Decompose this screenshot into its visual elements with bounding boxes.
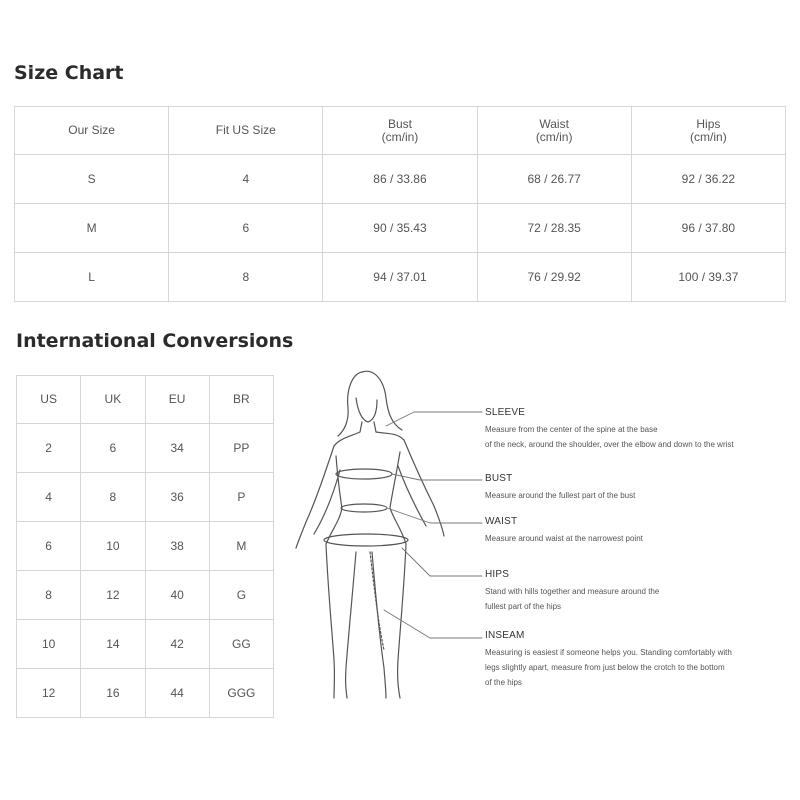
inseam-leader xyxy=(384,610,482,638)
measure-bust xyxy=(485,473,795,503)
header-eu: EU xyxy=(145,376,209,424)
table-row xyxy=(17,669,274,718)
measure-sleeve xyxy=(485,407,795,452)
header-bust: Bust (cm/in) xyxy=(323,107,477,155)
measure-inseam xyxy=(485,630,795,690)
waist-line xyxy=(341,504,387,512)
table-cell: 8 xyxy=(81,473,145,522)
conversions-title: International Conversions xyxy=(16,330,294,352)
table-row xyxy=(15,155,786,204)
measure-desc: Measure around waist at the narrowest point xyxy=(485,534,643,543)
header-our-size: Our Size xyxy=(15,107,169,155)
table-cell: PP xyxy=(209,424,273,473)
table-cell: 2 xyxy=(17,424,81,473)
size-chart-table xyxy=(14,106,786,302)
table-cell: G xyxy=(209,571,273,620)
torso-outline xyxy=(326,452,406,544)
table-cell: P xyxy=(209,473,273,522)
table-row xyxy=(17,473,274,522)
measure-waist xyxy=(485,516,795,546)
right-leg-outline xyxy=(372,544,406,698)
table-cell: 14 xyxy=(81,620,145,669)
table-cell: 10 xyxy=(81,522,145,571)
sleeve-leader xyxy=(386,412,482,426)
table-row xyxy=(17,571,274,620)
waist-leader xyxy=(387,508,482,523)
measure-desc: Measuring is easiest if someone helps you. Standing comfortably with legs slightly apart, measure from just below the crotch to the bottom of the hips xyxy=(485,648,732,687)
body-figure-illustration xyxy=(280,360,490,710)
face-outline xyxy=(356,398,377,422)
right-arm-outline xyxy=(398,440,444,536)
table-cell: 100 / 39.37 xyxy=(631,253,785,302)
table-header-row xyxy=(17,376,274,424)
measure-title: SLEEVE xyxy=(485,407,526,418)
hips-leader xyxy=(402,548,482,576)
header-hips: Hips (cm/in) xyxy=(631,107,785,155)
table-cell: L xyxy=(15,253,169,302)
table-cell: 38 xyxy=(145,522,209,571)
table-cell: 6 xyxy=(17,522,81,571)
header-fit-us-size: Fit US Size xyxy=(169,107,323,155)
measure-hips xyxy=(485,569,795,614)
table-cell: M xyxy=(15,204,169,253)
table-cell: 44 xyxy=(145,669,209,718)
table-cell: 90 / 35.43 xyxy=(323,204,477,253)
neck-outline xyxy=(334,422,404,446)
measure-desc: Stand with hills together and measure around the fullest part of the hips xyxy=(485,587,660,611)
table-cell: 10 xyxy=(17,620,81,669)
table-row xyxy=(17,620,274,669)
table-cell: 40 xyxy=(145,571,209,620)
table-row xyxy=(17,522,274,571)
table-cell: 8 xyxy=(169,253,323,302)
hips-line xyxy=(324,534,408,546)
left-leg-outline xyxy=(326,544,356,698)
table-cell: 4 xyxy=(17,473,81,522)
table-cell: 94 / 37.01 xyxy=(323,253,477,302)
table-cell: S xyxy=(15,155,169,204)
table-cell: 96 / 37.80 xyxy=(631,204,785,253)
leader-lines xyxy=(384,412,482,638)
table-cell: 42 xyxy=(145,620,209,669)
measure-desc: Measure around the fullest part of the bust xyxy=(485,491,636,500)
header-us: US xyxy=(17,376,81,424)
table-row xyxy=(15,204,786,253)
table-cell: 68 / 26.77 xyxy=(477,155,631,204)
left-arm-outline xyxy=(296,446,340,548)
measure-desc: Measure from the center of the spine at the base of the neck, around the shoulder, over the elbow and down to the wrist xyxy=(485,425,734,449)
hair-outline xyxy=(338,371,402,436)
table-cell: M xyxy=(209,522,273,571)
table-cell: GG xyxy=(209,620,273,669)
table-cell: 34 xyxy=(145,424,209,473)
table-cell: 76 / 29.92 xyxy=(477,253,631,302)
measure-title: HIPS xyxy=(485,569,510,580)
table-header-row xyxy=(15,107,786,155)
header-waist: Waist (cm/in) xyxy=(477,107,631,155)
conversions-table xyxy=(16,375,274,718)
table-cell: 12 xyxy=(17,669,81,718)
table-cell: 72 / 28.35 xyxy=(477,204,631,253)
table-cell: 4 xyxy=(169,155,323,204)
bust-line xyxy=(336,469,392,479)
table-cell: 86 / 33.86 xyxy=(323,155,477,204)
header-br: BR xyxy=(209,376,273,424)
table-cell: 36 xyxy=(145,473,209,522)
table-row xyxy=(17,424,274,473)
table-cell: GGG xyxy=(209,669,273,718)
measure-title: INSEAM xyxy=(485,630,525,641)
table-row xyxy=(15,253,786,302)
measure-title: BUST xyxy=(485,473,513,484)
table-cell: 92 / 36.22 xyxy=(631,155,785,204)
table-cell: 6 xyxy=(81,424,145,473)
inseam-line xyxy=(370,552,384,650)
table-cell: 16 xyxy=(81,669,145,718)
table-cell: 6 xyxy=(169,204,323,253)
header-uk: UK xyxy=(81,376,145,424)
table-cell: 12 xyxy=(81,571,145,620)
measure-title: WAIST xyxy=(485,516,518,527)
table-cell: 8 xyxy=(17,571,81,620)
bust-leader xyxy=(392,474,482,480)
size-chart-title: Size Chart xyxy=(14,62,124,84)
